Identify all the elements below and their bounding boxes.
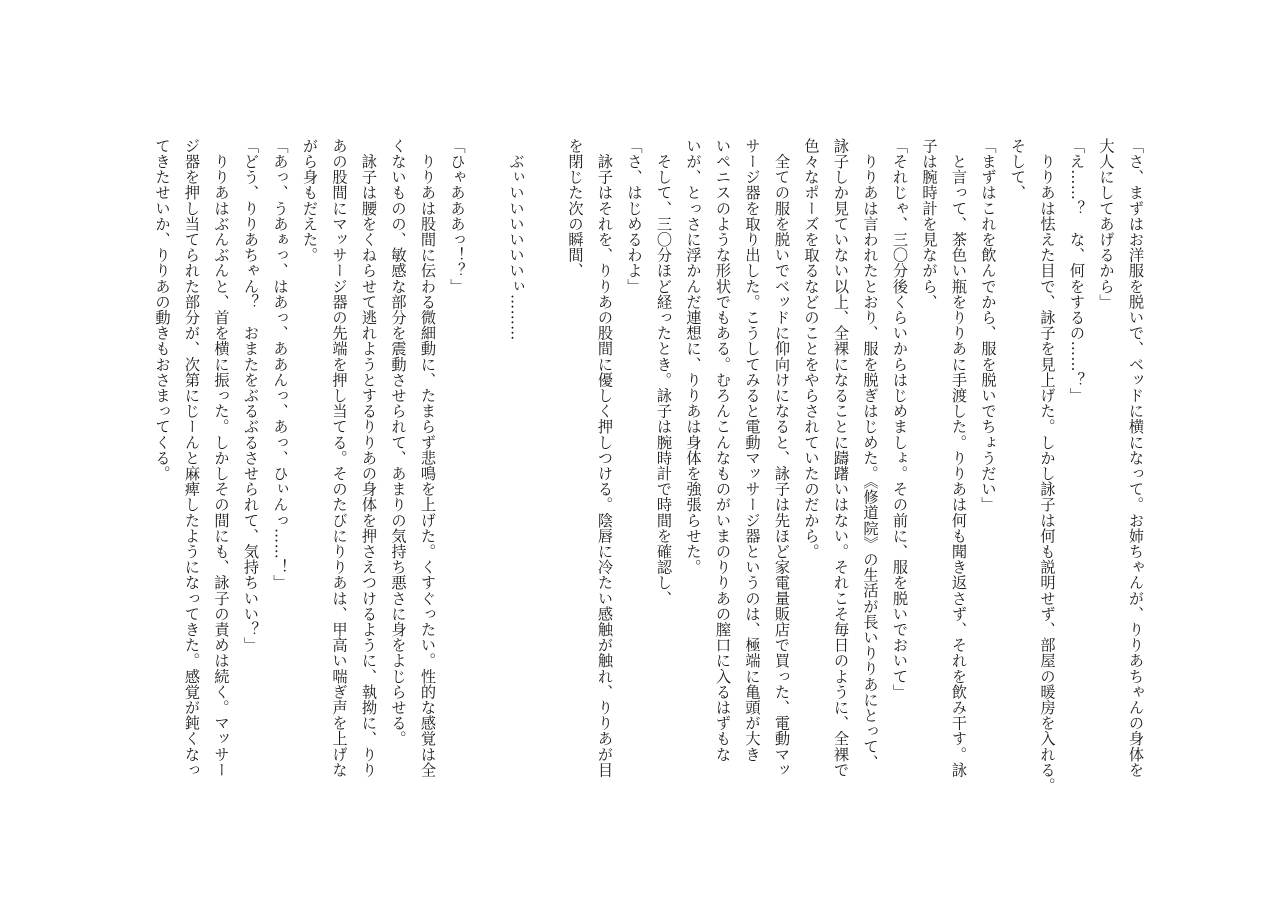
text-line: りりあは怯えた目で、詠子を見上げた。しかし詠子は何も説明せず、部屋の暖房を入れる。 xyxy=(1038,138,1057,794)
text-line: 「え……？ な、何をするの……？」 xyxy=(1068,138,1086,404)
text-line: 全ての服を脱いでベッドに仰向けになると、詠子は先ほど家電量販店で買った、電動マッ xyxy=(773,138,791,778)
text-line: がら身もだえた。 xyxy=(301,138,319,263)
text-line: ジ器を押し当てられた部分が、次第にじーんと麻痺したようになってきた。感覚が鈍くなっ xyxy=(183,138,201,778)
text-line: 詠子は腰をくねらせて逃れようとするりりあの身体を押さえつけるように、執拗に、りり xyxy=(360,138,378,778)
text-line: 大人にしてあげるから」 xyxy=(1097,138,1116,310)
vertical-text-body xyxy=(147,138,1150,794)
text-line: りりあはぶんぶんと、首を横に振った。しかしその間にも、詠子の責めは続く。マッサー xyxy=(212,138,231,778)
text-line: 詠子はそれを、りりあの股間に優しく押しつける。陰唇に冷たい感触が触れ、りりあが目 xyxy=(596,138,614,778)
text-line: 「まずはこれを飲んでから、服を脱いでちょうだい」 xyxy=(979,138,998,513)
text-line: あの股間にマッサージ器の先端を押し当てる。そのたびにりりあは、甲高い喘ぎ声を上げな xyxy=(330,138,349,778)
text-line: サージ器を取り出した。こうしてみると電動マッサージ器というのは、極端に亀頭が大き xyxy=(743,138,762,762)
text-line: いペニスのような形状でもある。むろんこんなものがいまのりりあの膣口に入るはずもな xyxy=(714,138,732,762)
blank-line xyxy=(531,138,561,788)
text-line: 色々なポーズを取るなどのことをやらされていたのだから。 xyxy=(802,138,821,560)
text-line: 子は腕時計を見ながら、 xyxy=(920,138,939,310)
blank-line xyxy=(472,138,502,788)
text-line: てきたせいか、りりあの動きもおさまってくる。 xyxy=(153,138,172,482)
text-line: くないものの、敏感な部分を震動させられて、あまりの気持ち悪さに身をよじらせる。 xyxy=(389,138,408,747)
text-line: 「ひゃあああっ！？」 xyxy=(448,138,467,294)
text-line: りりあは言われたとおり、服を脱ぎはじめた。《修道院》の生活が長いりりあにとって、 xyxy=(861,138,880,770)
text-line: を閉じた次の瞬間、 xyxy=(566,138,585,279)
text-line: そして、三〇分ほど経ったとき。詠子は腕時計で時間を確認し、 xyxy=(655,138,673,606)
text-line: りりあは股間に伝わる微細動に、たまらず悲鳴を上げた。くすぐったい。性的な感覚は全 xyxy=(419,138,437,778)
text-line: 「さ、はじめるわよ」 xyxy=(625,138,644,294)
text-line: 詠子しか見ていない以上、全裸になることに躊躇いはない。それこそ毎日のように、全裸で xyxy=(832,138,850,778)
text-line: 「どう、りりあちゃん？ おまたをぶるぶるさせられて、気持ちいい？」 xyxy=(242,138,260,653)
text-line: 「それじゃ、三〇分後くらいからはじめましょ。その前に、服を脱いでおいて」 xyxy=(891,138,909,700)
text-line: いが、とっさに浮かんだ連想に、りりあは身体を強張らせた。 xyxy=(684,138,703,575)
text-line: ぶぃいいいいいいぃ……… xyxy=(507,138,526,341)
text-line: そして、 xyxy=(1009,138,1027,201)
text-line: 「あっ、うあぁっ、はあっ、ああんっ、あっ、ひぃんっ……！」 xyxy=(271,138,290,591)
text-line: 「さ、まずはお洋服を脱いで、ベッドに横になって。お姉ちゃんが、りりあちゃんの身体を xyxy=(1127,138,1145,778)
text-line: と言って、茶色い瓶をりりあに手渡した。りりあは何も聞き返さず、それを飲み干す。詠 xyxy=(950,138,968,778)
